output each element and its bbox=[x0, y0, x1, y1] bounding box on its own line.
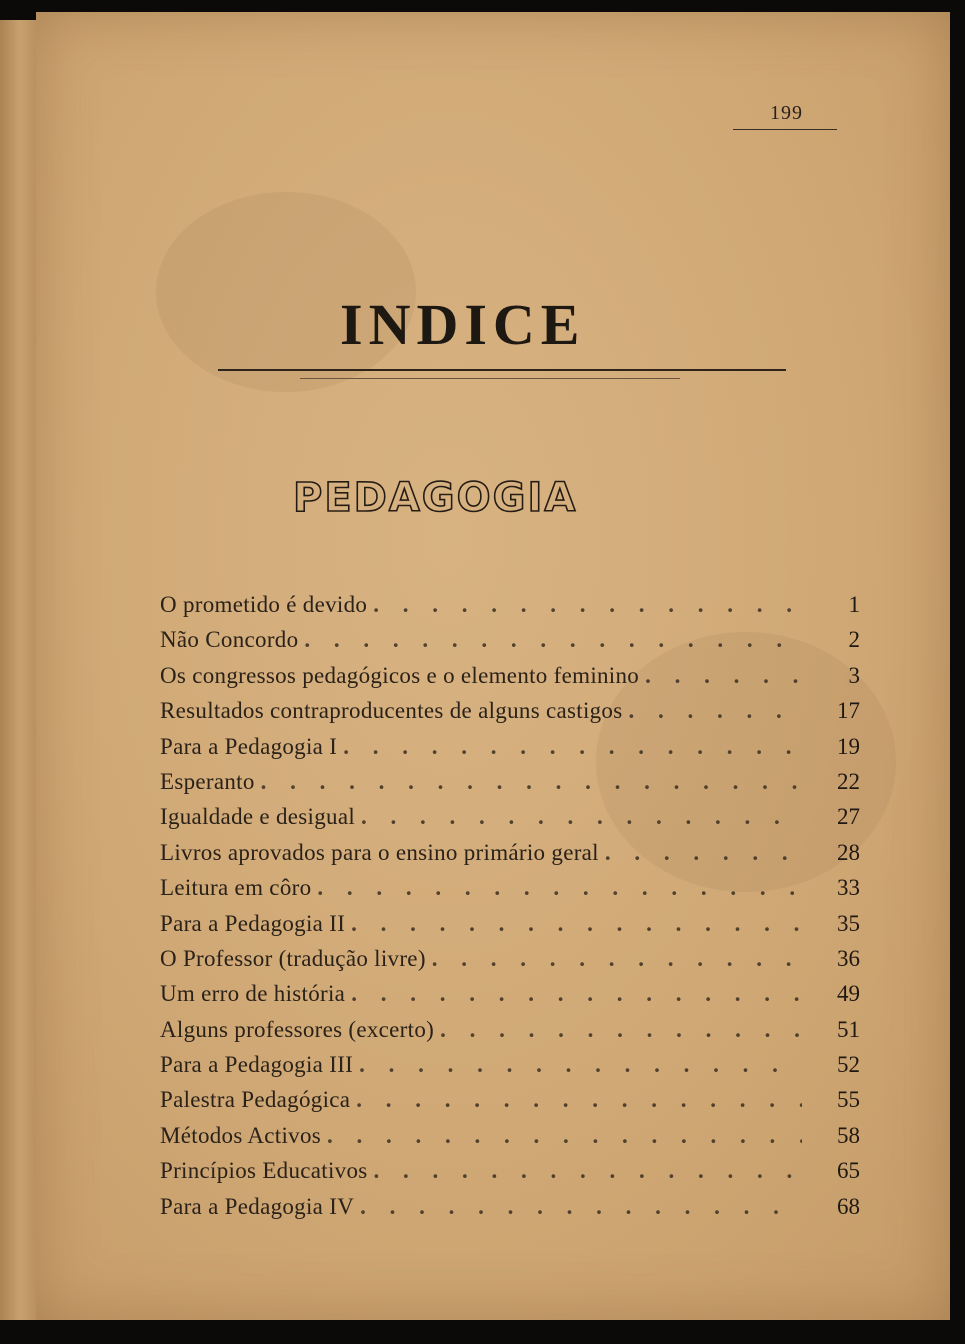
toc-leader-dots bbox=[304, 627, 802, 653]
toc-entry[interactable] bbox=[160, 911, 860, 946]
toc-leader-dots bbox=[361, 804, 802, 830]
toc-leader-dots bbox=[373, 592, 802, 618]
toc-entry[interactable] bbox=[160, 1087, 860, 1122]
toc-entry[interactable] bbox=[160, 1158, 860, 1193]
toc-entry-title: Princípios Educativos bbox=[160, 1158, 368, 1184]
toc-leader-dots bbox=[327, 1123, 802, 1149]
toc-leader-dots bbox=[432, 946, 802, 972]
toc-entry-page: 28 bbox=[837, 839, 860, 865]
toc-entry-title: O prometido é devido bbox=[160, 592, 368, 617]
toc-entry-page: 49 bbox=[837, 981, 860, 1007]
toc-entry-title: O Professor (tradução livre) bbox=[160, 945, 426, 971]
toc-entry[interactable] bbox=[160, 698, 860, 733]
toc-entry[interactable] bbox=[160, 946, 860, 981]
toc-leader-dots bbox=[343, 734, 802, 760]
toc-entry-page: 17 bbox=[837, 698, 860, 724]
toc-entry-page: 52 bbox=[837, 1052, 860, 1078]
toc-entry[interactable] bbox=[160, 627, 860, 662]
toc-leader-dots bbox=[440, 1017, 802, 1043]
toc-entry-page: 2 bbox=[848, 627, 860, 653]
toc-entry[interactable] bbox=[160, 769, 860, 804]
toc-entry-page: 22 bbox=[837, 768, 860, 794]
toc-leader-dots bbox=[351, 981, 802, 1007]
toc-entry-page: 33 bbox=[837, 875, 860, 901]
toc-entry[interactable] bbox=[160, 804, 860, 839]
toc-leader-dots bbox=[351, 911, 802, 937]
toc-leader-dots bbox=[629, 698, 803, 724]
toc-entry-title: Para a Pedagogia II bbox=[160, 910, 346, 936]
toc-leader-dots bbox=[359, 1052, 802, 1078]
toc-entry-page: 51 bbox=[837, 1016, 860, 1042]
toc-entry[interactable] bbox=[160, 1052, 860, 1087]
toc-entry-page: 19 bbox=[837, 733, 860, 759]
toc-entry[interactable] bbox=[160, 1194, 860, 1229]
toc-entry-page: 68 bbox=[837, 1193, 860, 1219]
toc-entry-page: 3 bbox=[848, 662, 860, 688]
toc-entry-page: 35 bbox=[837, 910, 860, 936]
toc-entry-title: Leitura em côro bbox=[160, 875, 312, 901]
toc-entry[interactable] bbox=[160, 875, 860, 910]
toc-entry-page: 36 bbox=[837, 945, 860, 971]
toc-entry-title: Igualdade e desigual bbox=[160, 804, 356, 830]
toc-entry[interactable] bbox=[160, 1017, 860, 1052]
toc-leader-dots bbox=[356, 1087, 802, 1113]
toc-entry-title: Esperanto bbox=[160, 768, 255, 794]
toc-entry-page: 55 bbox=[837, 1087, 860, 1113]
book-binding bbox=[0, 20, 41, 1320]
page-number: 199 bbox=[770, 102, 803, 124]
toc-entry[interactable] bbox=[160, 592, 860, 627]
toc-entry-title: Para a Pedagogia IV bbox=[160, 1193, 355, 1219]
toc-entry-page: 65 bbox=[837, 1158, 860, 1184]
toc-leader-dots bbox=[645, 663, 802, 689]
toc-entry-title: Para a Pedagogia III bbox=[160, 1052, 354, 1078]
toc-entry-page: 1 bbox=[848, 592, 860, 617]
toc-leader-dots bbox=[317, 875, 802, 901]
toc-entry-title: Para a Pedagogia I bbox=[160, 733, 338, 759]
toc-entry-title: Resultados contraproducentes de alguns castigos bbox=[160, 698, 623, 724]
toc-entry[interactable] bbox=[160, 663, 860, 698]
toc-entry-page: 27 bbox=[837, 804, 860, 830]
title-divider-secondary bbox=[300, 378, 680, 379]
toc-leader-dots bbox=[360, 1194, 802, 1220]
toc-entry[interactable] bbox=[160, 840, 860, 875]
toc-entry[interactable] bbox=[160, 734, 860, 769]
toc-entry-page: 58 bbox=[837, 1122, 860, 1148]
toc-entry-title: Métodos Activos bbox=[160, 1122, 322, 1148]
toc-entry[interactable] bbox=[160, 1123, 860, 1158]
toc-entry-title: Livros aprovados para o ensino primário geral bbox=[160, 839, 599, 865]
toc-leader-dots bbox=[261, 769, 802, 795]
table-of-contents bbox=[160, 592, 860, 1229]
section-title: PEDAGOGIA bbox=[293, 475, 578, 521]
toc-entry[interactable] bbox=[160, 981, 860, 1016]
toc-leader-dots bbox=[374, 1158, 802, 1184]
toc-entry-title: Alguns professores (excerto) bbox=[160, 1016, 435, 1042]
page-number-rule bbox=[733, 129, 837, 130]
toc-entry-title: Não Concordo bbox=[160, 627, 299, 653]
title-divider bbox=[218, 369, 786, 371]
toc-entry-title: Palestra Pedagógica bbox=[160, 1087, 351, 1113]
toc-entry-title: Os congressos pedagógicos e o elemento feminino bbox=[160, 662, 640, 688]
toc-leader-dots bbox=[605, 840, 802, 866]
toc-entry-title: Um erro de história bbox=[160, 981, 346, 1007]
page-title: INDICE bbox=[340, 292, 586, 357]
